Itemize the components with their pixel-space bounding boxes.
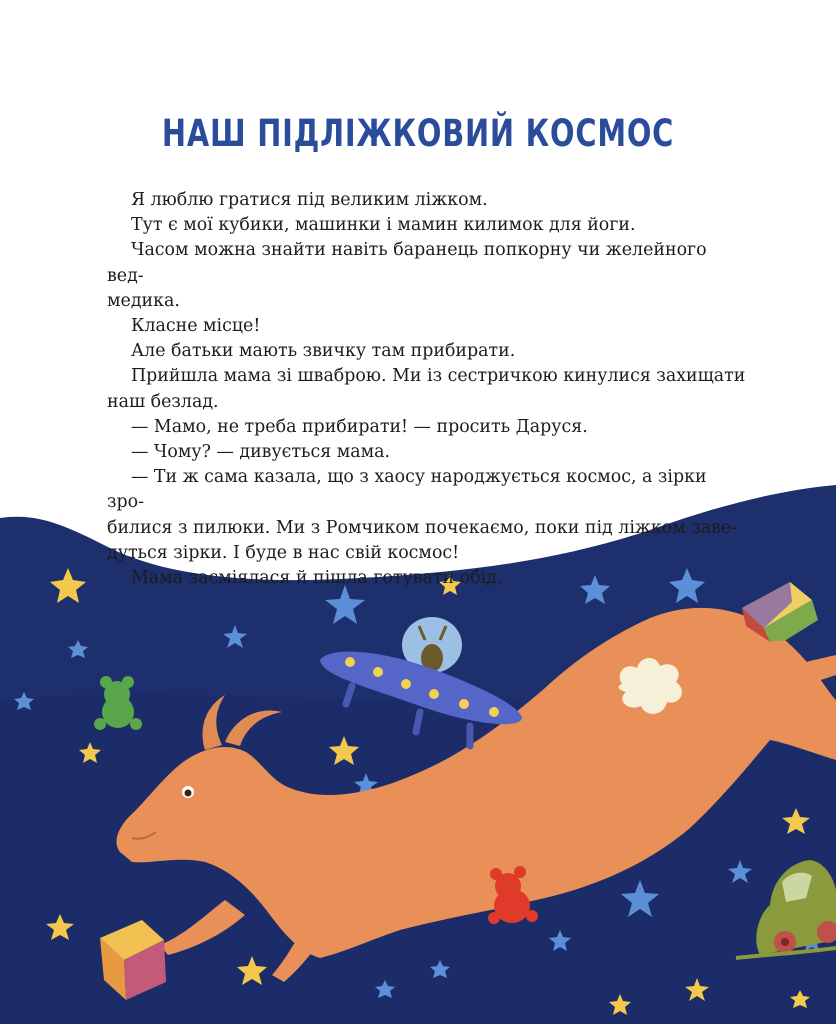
story-line: Я люблю гратися під великим ліжком.	[131, 190, 488, 210]
story-line: Мама засміялася й пішла готувати обід.	[131, 568, 503, 589]
story-line: — Чому? — дивується мама.	[131, 442, 391, 463]
story-line: Але батьки мають звичку там прибирати.	[131, 341, 516, 362]
story-line: медика.	[107, 290, 180, 311]
story-line: Класне місце!	[131, 316, 261, 337]
page-title: НАШ ПІДЛІЖКОВИЙ КОСМОС	[161, 112, 675, 155]
story-line: Прийшла мама зі шваброю. Ми із сестричкою кинулися захищати	[131, 366, 746, 387]
story-line: Часом можна знайти навіть баранець попкорну чи желейного вед-	[107, 240, 707, 286]
story-text	[107, 188, 747, 591]
story-line: — Мамо, не треба прибирати! — просить Даруся.	[131, 416, 588, 437]
story-line: — Ти ж сама казала, що з хаосу народжується космос, а зірки зро-	[107, 467, 707, 513]
story-line: билися з пилюки. Ми з Ромчиком почекаємо, поки під ліжком заве-	[107, 517, 738, 538]
story-line: дуться зірки. І буде в нас свій космос!	[107, 542, 460, 563]
story-line: Тут є мої кубики, машинки і мамин килимок для йоги.	[131, 215, 636, 236]
story-line: наш безлад.	[107, 391, 219, 412]
